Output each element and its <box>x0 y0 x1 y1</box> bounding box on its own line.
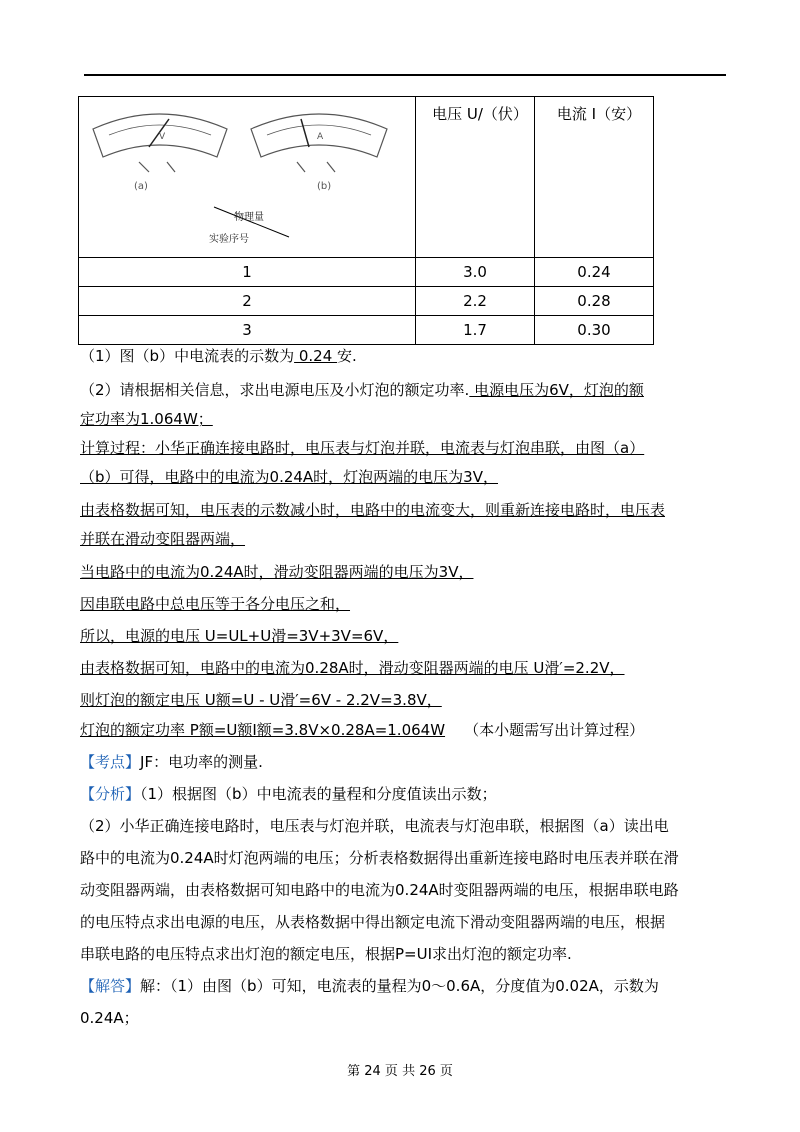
table-row <box>79 316 654 345</box>
analysis-line: 动变阻器两端，由表格数据可知电路中的电流为0.24A时变阻器两端的电压，根据串联电路 <box>80 881 679 899</box>
kaodian-line: 【考点】JF：电功率的测量. <box>80 753 263 771</box>
current-value: 0.30 <box>535 316 654 345</box>
table-row <box>79 258 654 287</box>
table-row <box>79 287 654 316</box>
calc-line: 计算过程：小华正确连接电路时，电压表与灯泡并联，电流表与灯泡串联，由图（a） <box>80 439 645 457</box>
ammeter-icon <box>251 114 387 172</box>
calc-line: 灯泡的额定功率 P额=U额I额=3.8V×0.28A=1.064W （本小题需写出计算过程） <box>80 721 645 739</box>
diag-bottom-label: 实验序号 <box>209 234 249 245</box>
row-number: 1 <box>79 258 416 287</box>
figure-cell <box>79 97 416 258</box>
analysis-line: 路中的电流为0.24A时灯泡两端的电压；分析表格数据得出重新连接电路时电压表并联在滑 <box>80 849 679 867</box>
analysis-line: （2）小华正确连接电路时，电压表与灯泡并联，电流表与灯泡串联，根据图（a）读出电 <box>80 817 669 835</box>
calc-line: 当电路中的电流为0.24A时，滑动变阻器两端的电压为3V， <box>80 563 474 581</box>
fig-a-label: (a) <box>134 181 148 192</box>
jieda-line: 【解答】解：（1）由图（b）可知，电流表的量程为0～0.6A，分度值为0.02A，示数为 <box>80 977 659 995</box>
calc-line: 因串联电路中总电压等于各分电压之和， <box>80 595 351 613</box>
voltage-header: 电压 U/（伏） <box>416 97 535 258</box>
voltage-value: 1.7 <box>416 316 535 345</box>
current-value: 0.24 <box>535 258 654 287</box>
answer-line: 0.24A； <box>80 1009 139 1027</box>
row-number: 3 <box>79 316 416 345</box>
row-number: 2 <box>79 287 416 316</box>
diag-top-label: 物理量 <box>234 212 264 223</box>
voltmeter-icon <box>93 114 227 172</box>
svg-text:V: V <box>159 132 166 142</box>
calc-line: 并联在滑动变阻器两端， <box>80 530 246 548</box>
meters-figure <box>79 97 415 257</box>
answer-1: （1）图（b）中电流表的示数为 0.24 安. <box>80 347 357 365</box>
calc-line: 由表格数据可知，电压表的示数减小时，电路中的电流变大，则重新连接电路时，电压表 <box>80 501 666 519</box>
voltage-value: 2.2 <box>416 287 535 316</box>
calc-line: （b）可得，电路中的电流为0.24A时，灯泡两端的电压为3V， <box>80 468 498 486</box>
voltage-value: 3.0 <box>416 258 535 287</box>
page-footer: 第 24 页 共 26 页 <box>347 1064 453 1079</box>
svg-text:A: A <box>317 132 324 142</box>
analysis-line: 的电压特点求出电源的电压，从表格数据中得出额定电流下滑动变阻器两端的电压，根据 <box>80 913 666 931</box>
calc-line: 由表格数据可知，电路中的电流为0.28A时，滑动变阻器两端的电压 U滑′=2.2V， <box>80 659 625 677</box>
answer-2-line: 定功率为1.064W； <box>80 410 213 428</box>
header-rule <box>84 74 726 76</box>
data-table <box>78 96 654 345</box>
calc-line: 则灯泡的额定电压 U额=U - U滑′=6V - 2.2V=3.8V， <box>80 691 442 709</box>
current-value: 0.28 <box>535 287 654 316</box>
fig-b-label: (b) <box>317 181 332 192</box>
question-2: （2）请根据相关信息，求出电源电压及小灯泡的额定功率. 电源电压为6V，灯泡的额 <box>80 381 644 399</box>
current-header: 电流 I（安） <box>535 97 654 258</box>
calc-line: 所以，电源的电压 U=UL+U滑=3V+3V=6V， <box>80 627 399 645</box>
fenxi-line: 【分析】（1）根据图（b）中电流表的量程和分度值读出示数； <box>80 785 497 803</box>
analysis-line: 串联电路的电压特点求出灯泡的额定电压，根据P=UI求出灯泡的额定功率. <box>80 945 572 963</box>
